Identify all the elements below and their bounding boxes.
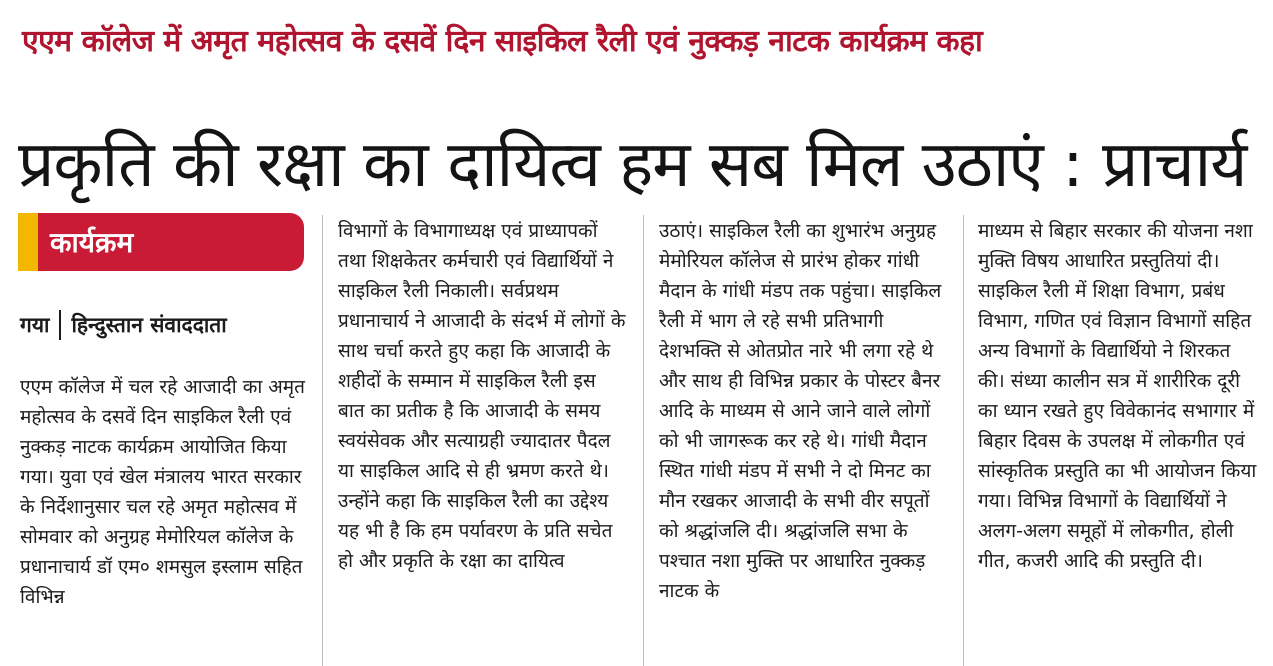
body-column-2: विभागों के विभागाध्यक्ष एवं प्राध्यापकों तथा शिक्षकेतर कर्मचारी एवं विद्यार्थियों ने साइकिल रैली निकाली। सर्वप्रथम प्रधानाचार्य ने आजादी के संदर्भ में लोगों के साथ चर्चा करते हुए कहा कि आजादी के शहीदों के सम्मान में साइकिल रैली इस बात का प्रतीक है कि आजादी के समय स्वयंसेवक और सत्याग्रही ज्यादातर पैदल या साइकिल आदि से ही भ्रमण करते थे। उन्होंने कहा कि साइकिल रैली का उद्देश्य यह भी है कि हम पर्यावरण के प्रति सचेत हो और प्रकृति के रक्षा का दायित्व [338, 220, 626, 572]
column-rule-1 [322, 215, 323, 666]
column-rule-2 [643, 215, 644, 666]
article-kicker: एएम कॉलेज में अमृत महोत्सव के दसवें दिन साइकिल रैली एवं नुक्कड़ नाटक कार्यक्रम कहा [22, 24, 983, 59]
reporter-name: हिन्दुस्तान संवाददाता [71, 313, 227, 337]
byline [20, 310, 310, 340]
column-rule-3 [963, 215, 964, 666]
section-tag-label: कार्यक्रम [38, 213, 304, 271]
article-headline: प्रकृति की रक्षा का दायित्व हम सब मिल उठाएं : प्राचार्य [18, 127, 1247, 202]
body-column-4: माध्यम से बिहार सरकार की योजना नशा मुक्ति विषय आधारित प्रस्तुतियां दी। साइकिल रैली में शिक्षा विभाग, प्रबंध विभाग, गणित एवं विज्ञान विभागों सहित अन्य विभागों के विद्यार्थियो ने शिरकत की। संध्या कालीन सत्र में शारीरिक दूरी का ध्यान रखते हुए विवेकानंद सभागार में बिहार दिवस के उपलक्ष में लोकगीत एवं सांस्कृतिक प्रस्तुति का भी आयोजन किया गया। विभिन्न विभागों के विद्यार्थियों ने अलग-अलग समूहों में लोकगीत, होली गीत, कजरी आदि की प्रस्तुति दी। [978, 220, 1257, 572]
section-tag-accent [18, 213, 38, 271]
byline-separator [59, 310, 61, 340]
section-tag [18, 213, 304, 271]
body-column-1: एएम कॉलेज में चल रहे आजादी का अमृत महोत्सव के दसवें दिन साइकिल रैली एवं नुक्कड़ नाटक कार्यक्रम आयोजित किया गया। युवा एवं खेल मंत्रालय भारत सरकार के निर्देशानुसार चल रहे अमृत महोत्सव में सोमवार को अनुग्रह मेमोरियल कॉलेज के प्रधानाचार्य डॉ एम० शमसुल इस्लाम सहित विभिन्न [20, 376, 305, 608]
dateline-location: गया [20, 313, 50, 337]
body-column-3: उठाएं। साइकिल रैली का शुभारंभ अनुग्रह मेमोरियल कॉलेज से प्रारंभ होकर गांधी मैदान के गांधी मंडप तक पहुंचा। साइकिल रैली में भाग ले रहे सभी प्रतिभागी देशभक्ति से ओतप्रोत नारे भी लगा रहे थे और साथ ही विभिन्न प्रकार के पोस्टर बैनर आदि के माध्यम से आने जाने वाले लोगों को भी जागरूक कर रहे थे। गांधी मैदान स्थित गांधी मंडप में सभी ने दो मिनट का मौन रखकर आजादी के सभी वीर सपूतों को श्रद्धांजलि दी। श्रद्धांजलि सभा के पश्चात नशा मुक्ति पर आधारित नुक्कड़ नाटक के [659, 220, 942, 602]
